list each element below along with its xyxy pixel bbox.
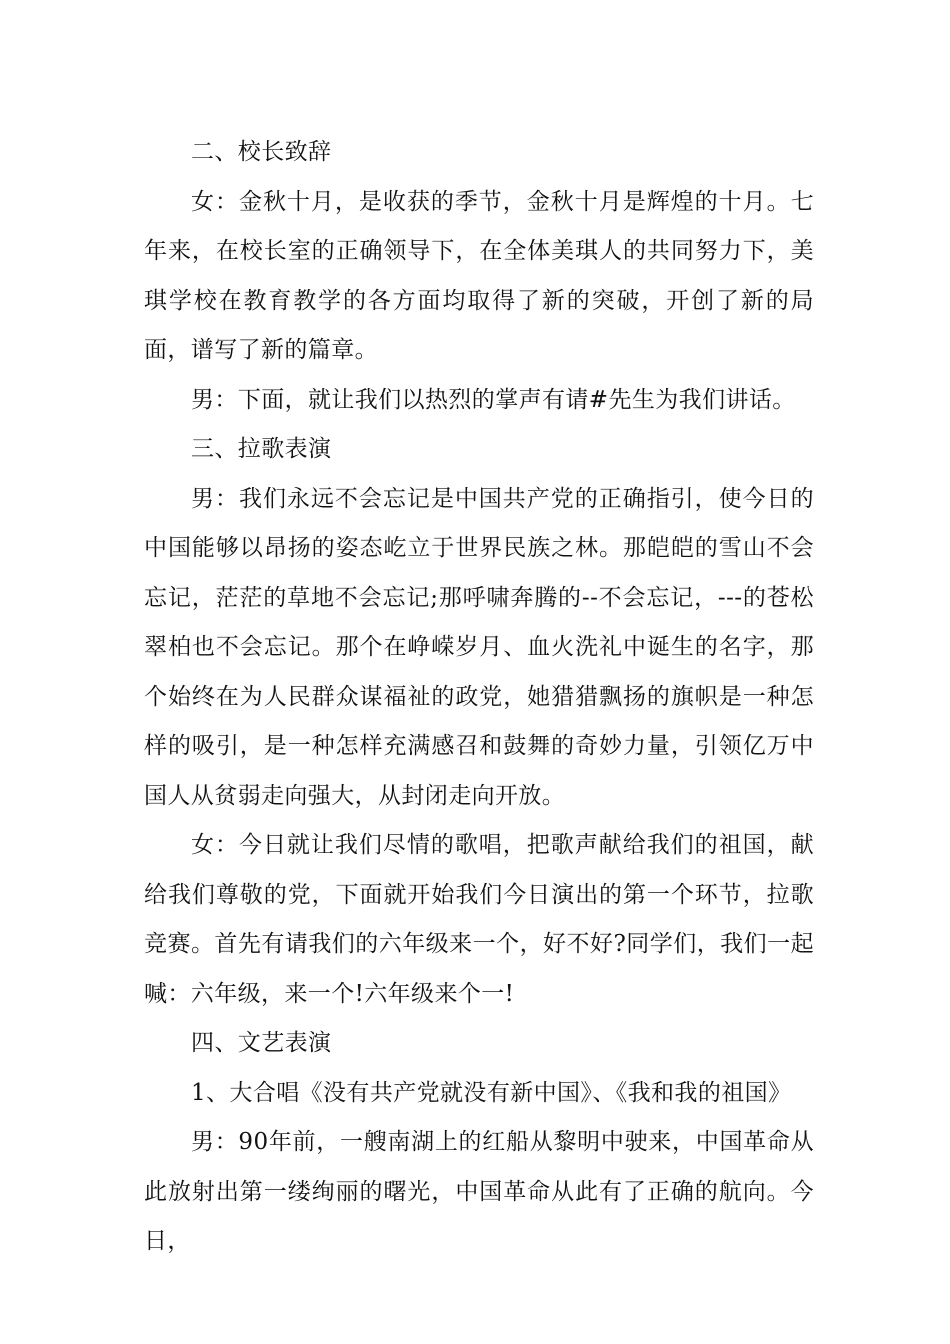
paragraph-male-host-3: 男：90年前，一艘南湖上的红船从黎明中驶来，中国革命从此放射出第一缕绚丽的曙光，中国革命从此有了正确的航向。今日， <box>144 1129 814 1254</box>
section-heading-principal-speech: 二、校长致辞 <box>191 139 332 165</box>
document-body <box>144 128 814 1267</box>
program-item-chorus: 1、大合唱《没有共产党就没有新中国》、《我和我的祖国》 <box>191 1079 792 1106</box>
section-heading-song-contest: 三、拉歌表演 <box>191 436 332 462</box>
section-heading-performances: 四、文艺表演 <box>191 1030 332 1056</box>
paragraph-female-host-2: 女：今日就让我们尽情的歌唱，把歌声献给我们的祖国，献给我们尊敬的党，下面就开始我们今日演出的第一个环节，拉歌竞赛。首先有请我们的六年级来一个，好不好?同学们，我们一起喊：六年级，来一个!六年级来个一! <box>144 832 814 1007</box>
paragraph-female-host-1: 女：金秋十月，是收获的季节，金秋十月是辉煌的十月。七年来，在校长室的正确领导下，在全体美琪人的共同努力下，美琪学校在教育教学的各方面均取得了新的突破，开创了新的局面，谱写了新的篇章。 <box>144 188 814 363</box>
paragraph-male-host-2: 男：我们永远不会忘记是中国共产党的正确指引，使今日的中国能够以昂扬的姿态屹立于世界民族之林。那皑皑的雪山不会忘记，茫茫的草地不会忘记;那呼啸奔腾的--不会忘记，---的苍松翠柏也不会忘记。那个在峥嵘岁月、血火洗礼中诞生的名字，那个始终在为人民群众谋福祉的政党，她猎猎飘扬的旗帜是一种怎样的吸引，是一种怎样充满感召和鼓舞的奇妙力量，引领亿万中国人从贫弱走向强大，从封闭走向开放。 <box>144 485 814 809</box>
paragraph-male-host-1: 男：下面，就让我们以热烈的掌声有请#先生为我们讲话。 <box>191 386 796 413</box>
